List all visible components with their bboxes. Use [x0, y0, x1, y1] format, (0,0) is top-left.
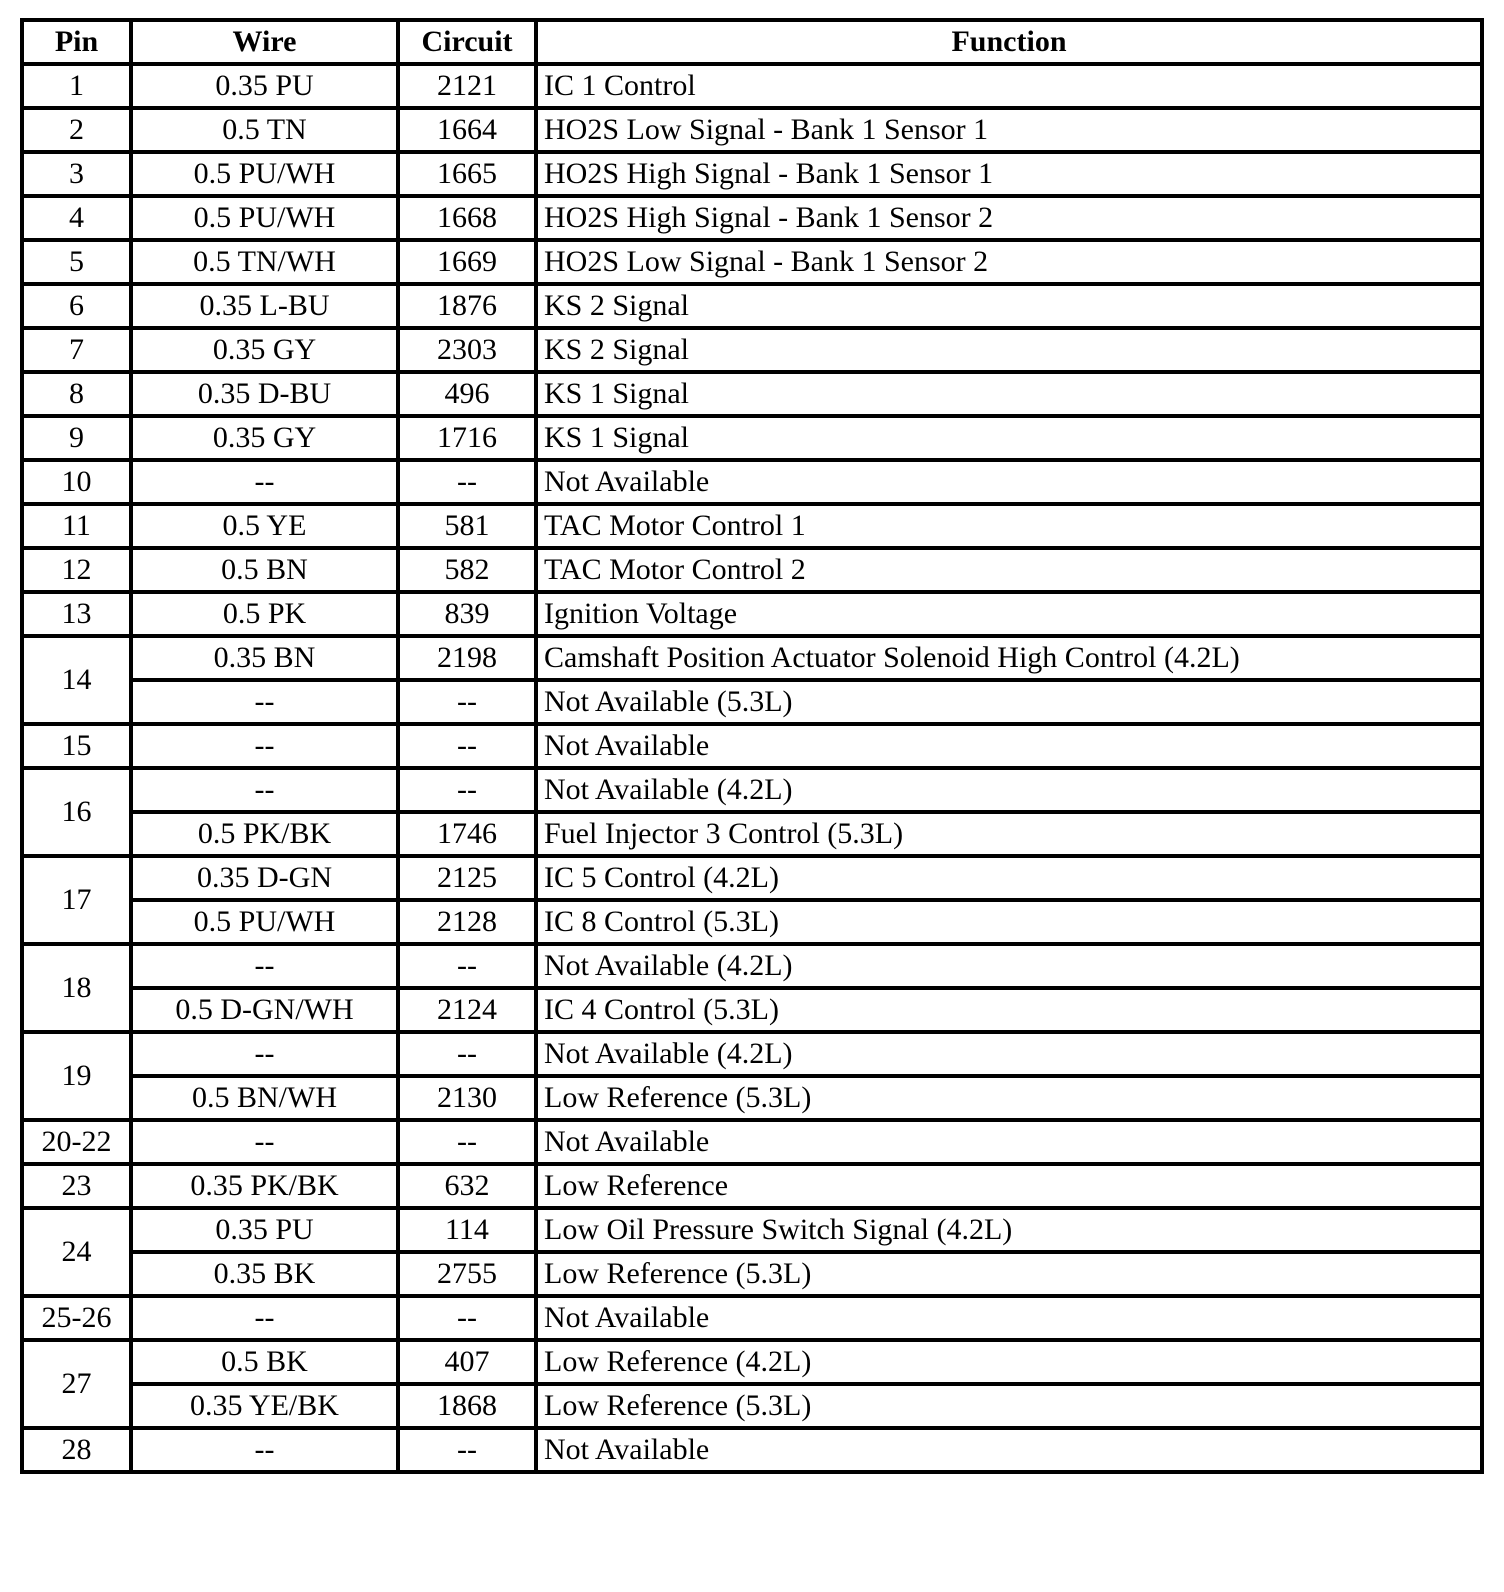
table-row — [22, 592, 1482, 636]
circuit-cell: 2198 — [398, 636, 536, 680]
table-row — [22, 1208, 1482, 1252]
pin-cell: 11 — [22, 504, 131, 548]
function-cell: HO2S Low Signal - Bank 1 Sensor 2 — [536, 240, 1482, 284]
table-row — [22, 372, 1482, 416]
circuit-cell: -- — [398, 768, 536, 812]
circuit-cell: 496 — [398, 372, 536, 416]
function-cell: Not Available (4.2L) — [536, 1032, 1482, 1076]
table-row — [22, 724, 1482, 768]
pin-cell: 12 — [22, 548, 131, 592]
function-cell: TAC Motor Control 1 — [536, 504, 1482, 548]
circuit-cell: 1669 — [398, 240, 536, 284]
function-cell: Fuel Injector 3 Control (5.3L) — [536, 812, 1482, 856]
table-row — [22, 768, 1482, 812]
header-pin: Pin — [22, 20, 131, 64]
pin-cell: 6 — [22, 284, 131, 328]
pin-cell: 9 — [22, 416, 131, 460]
wire-cell: -- — [131, 1120, 398, 1164]
circuit-cell: 2130 — [398, 1076, 536, 1120]
function-cell: Not Available — [536, 724, 1482, 768]
table-row — [22, 1296, 1482, 1340]
wire-cell: 0.5 YE — [131, 504, 398, 548]
circuit-cell: 1665 — [398, 152, 536, 196]
function-cell: Not Available (5.3L) — [536, 680, 1482, 724]
wire-cell: 0.35 BK — [131, 1252, 398, 1296]
circuit-cell: 114 — [398, 1208, 536, 1252]
function-cell: KS 1 Signal — [536, 372, 1482, 416]
table-row — [22, 152, 1482, 196]
pin-cell: 27 — [22, 1340, 131, 1428]
table-row — [22, 636, 1482, 680]
circuit-cell: -- — [398, 1428, 536, 1472]
function-cell: Not Available — [536, 460, 1482, 504]
table-row — [22, 1032, 1482, 1076]
table-row — [22, 64, 1482, 108]
pin-cell: 18 — [22, 944, 131, 1032]
wire-cell: 0.5 BN/WH — [131, 1076, 398, 1120]
wire-cell: 0.35 PU — [131, 64, 398, 108]
function-cell: HO2S High Signal - Bank 1 Sensor 1 — [536, 152, 1482, 196]
circuit-cell: -- — [398, 460, 536, 504]
header-row — [22, 20, 1482, 64]
circuit-cell: 1664 — [398, 108, 536, 152]
circuit-cell: 1876 — [398, 284, 536, 328]
wire-cell: 0.35 L-BU — [131, 284, 398, 328]
table-row — [22, 812, 1482, 856]
pin-cell: 3 — [22, 152, 131, 196]
table-row — [22, 548, 1482, 592]
circuit-cell: 2303 — [398, 328, 536, 372]
pin-cell: 16 — [22, 768, 131, 856]
pin-cell: 25-26 — [22, 1296, 131, 1340]
table-row — [22, 196, 1482, 240]
table-row — [22, 1076, 1482, 1120]
circuit-cell: -- — [398, 724, 536, 768]
circuit-cell: 2125 — [398, 856, 536, 900]
function-cell: KS 2 Signal — [536, 284, 1482, 328]
wire-cell: -- — [131, 1296, 398, 1340]
circuit-cell: 407 — [398, 1340, 536, 1384]
circuit-cell: 2755 — [398, 1252, 536, 1296]
function-cell: IC 5 Control (4.2L) — [536, 856, 1482, 900]
wire-cell: 0.35 GY — [131, 416, 398, 460]
table-row — [22, 240, 1482, 284]
table-row — [22, 1340, 1482, 1384]
table-row — [22, 900, 1482, 944]
function-cell: IC 8 Control (5.3L) — [536, 900, 1482, 944]
circuit-cell: 632 — [398, 1164, 536, 1208]
pin-cell: 24 — [22, 1208, 131, 1296]
pin-cell: 8 — [22, 372, 131, 416]
wire-cell: 0.35 PU — [131, 1208, 398, 1252]
wire-cell: 0.5 TN — [131, 108, 398, 152]
wire-cell: 0.5 PU/WH — [131, 900, 398, 944]
wire-cell: -- — [131, 724, 398, 768]
circuit-cell: 1668 — [398, 196, 536, 240]
table-row — [22, 1384, 1482, 1428]
table-row — [22, 416, 1482, 460]
wire-cell: -- — [131, 1032, 398, 1076]
wire-cell: -- — [131, 944, 398, 988]
table-row — [22, 108, 1482, 152]
table-row — [22, 680, 1482, 724]
wire-cell: -- — [131, 768, 398, 812]
pin-cell: 10 — [22, 460, 131, 504]
function-cell: Not Available — [536, 1428, 1482, 1472]
function-cell: Low Reference (5.3L) — [536, 1384, 1482, 1428]
table-row — [22, 1428, 1482, 1472]
table-row — [22, 460, 1482, 504]
pin-cell: 4 — [22, 196, 131, 240]
circuit-cell: 839 — [398, 592, 536, 636]
function-cell: Ignition Voltage — [536, 592, 1482, 636]
circuit-cell: -- — [398, 680, 536, 724]
wire-cell: 0.35 D-BU — [131, 372, 398, 416]
circuit-cell: 582 — [398, 548, 536, 592]
pin-cell: 28 — [22, 1428, 131, 1472]
function-cell: Not Available (4.2L) — [536, 768, 1482, 812]
wire-cell: 0.5 BN — [131, 548, 398, 592]
circuit-cell: -- — [398, 1296, 536, 1340]
table-row — [22, 1164, 1482, 1208]
wire-cell: 0.35 YE/BK — [131, 1384, 398, 1428]
function-cell: IC 1 Control — [536, 64, 1482, 108]
circuit-cell: 2121 — [398, 64, 536, 108]
circuit-cell: -- — [398, 1032, 536, 1076]
function-cell: Not Available (4.2L) — [536, 944, 1482, 988]
circuit-cell: 2128 — [398, 900, 536, 944]
circuit-cell: 1716 — [398, 416, 536, 460]
wire-cell: 0.35 PK/BK — [131, 1164, 398, 1208]
function-cell: IC 4 Control (5.3L) — [536, 988, 1482, 1032]
table-row — [22, 988, 1482, 1032]
pin-cell: 1 — [22, 64, 131, 108]
pin-cell: 5 — [22, 240, 131, 284]
wire-cell: -- — [131, 680, 398, 724]
function-cell: Low Reference (5.3L) — [536, 1076, 1482, 1120]
table-row — [22, 856, 1482, 900]
circuit-cell: -- — [398, 944, 536, 988]
function-cell: Low Reference (5.3L) — [536, 1252, 1482, 1296]
pin-cell: 7 — [22, 328, 131, 372]
pin-cell: 19 — [22, 1032, 131, 1120]
header-circuit: Circuit — [398, 20, 536, 64]
function-cell: Camshaft Position Actuator Solenoid High Control (4.2L) — [536, 636, 1482, 680]
function-cell: Not Available — [536, 1120, 1482, 1164]
wire-cell: 0.5 PK/BK — [131, 812, 398, 856]
pin-cell: 13 — [22, 592, 131, 636]
wire-cell: 0.5 BK — [131, 1340, 398, 1384]
table-row — [22, 944, 1482, 988]
circuit-cell: 1868 — [398, 1384, 536, 1428]
table-row — [22, 284, 1482, 328]
table-row — [22, 328, 1482, 372]
circuit-cell: -- — [398, 1120, 536, 1164]
table-body — [22, 64, 1482, 1472]
circuit-cell: 1746 — [398, 812, 536, 856]
function-cell: Not Available — [536, 1296, 1482, 1340]
wire-cell: -- — [131, 460, 398, 504]
pin-cell: 15 — [22, 724, 131, 768]
connector-pinout-table — [20, 18, 1484, 1474]
wire-cell: 0.35 BN — [131, 636, 398, 680]
wire-cell: 0.5 PK — [131, 592, 398, 636]
wire-cell: 0.35 D-GN — [131, 856, 398, 900]
wire-cell: -- — [131, 1428, 398, 1472]
pin-cell: 2 — [22, 108, 131, 152]
circuit-cell: 2124 — [398, 988, 536, 1032]
function-cell: KS 2 Signal — [536, 328, 1482, 372]
function-cell: HO2S Low Signal - Bank 1 Sensor 1 — [536, 108, 1482, 152]
function-cell: Low Oil Pressure Switch Signal (4.2L) — [536, 1208, 1482, 1252]
wire-cell: 0.5 D-GN/WH — [131, 988, 398, 1032]
table-row — [22, 504, 1482, 548]
wire-cell: 0.5 PU/WH — [131, 152, 398, 196]
wire-cell: 0.5 TN/WH — [131, 240, 398, 284]
pin-cell: 23 — [22, 1164, 131, 1208]
table-row — [22, 1120, 1482, 1164]
pin-cell: 20-22 — [22, 1120, 131, 1164]
wire-cell: 0.35 GY — [131, 328, 398, 372]
function-cell: HO2S High Signal - Bank 1 Sensor 2 — [536, 196, 1482, 240]
header-function: Function — [536, 20, 1482, 64]
wire-cell: 0.5 PU/WH — [131, 196, 398, 240]
table-row — [22, 1252, 1482, 1296]
function-cell: TAC Motor Control 2 — [536, 548, 1482, 592]
function-cell: Low Reference (4.2L) — [536, 1340, 1482, 1384]
pin-cell: 17 — [22, 856, 131, 944]
pin-cell: 14 — [22, 636, 131, 724]
function-cell: Low Reference — [536, 1164, 1482, 1208]
circuit-cell: 581 — [398, 504, 536, 548]
function-cell: KS 1 Signal — [536, 416, 1482, 460]
header-wire: Wire — [131, 20, 398, 64]
